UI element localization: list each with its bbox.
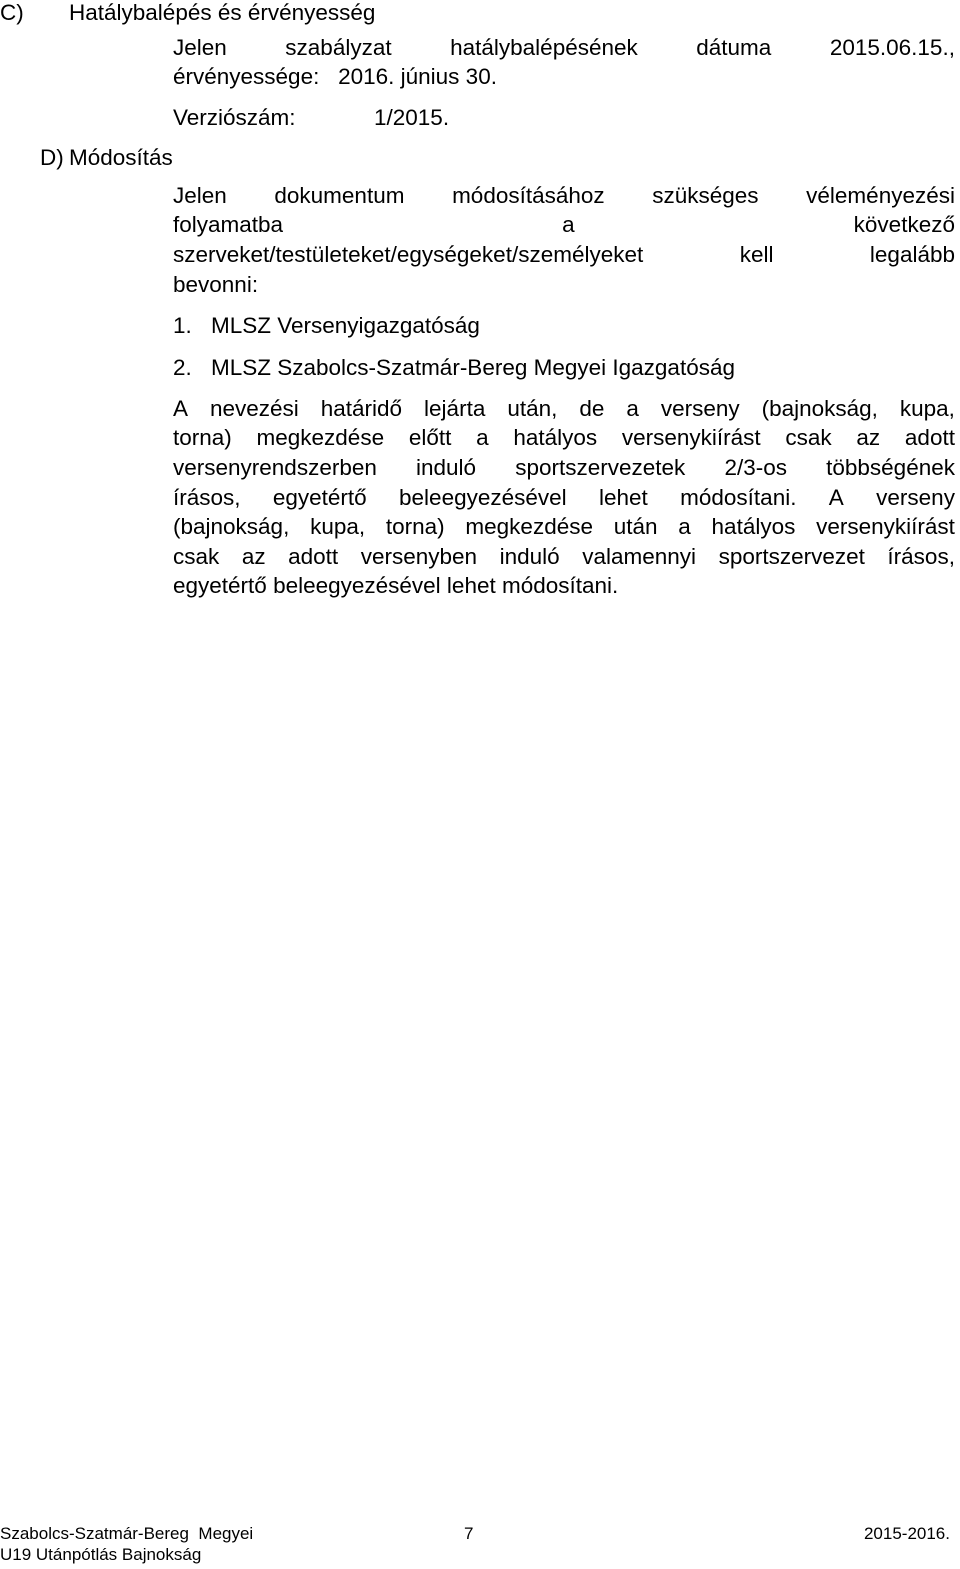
word: torna) — [173, 425, 232, 450]
word: szabályzat — [285, 35, 392, 60]
footer-page-number: 7 — [464, 1524, 474, 1543]
word: többségének — [826, 455, 955, 480]
word: kupa, — [310, 514, 366, 539]
word: adott — [904, 425, 955, 450]
word: (bajnokság, — [761, 396, 878, 421]
word: adott — [288, 544, 339, 569]
word: megkezdése — [256, 425, 385, 450]
word: 2/3-os — [724, 455, 787, 480]
word: a — [562, 212, 575, 237]
footer-competition: U19 Utánpótlás Bajnokság — [0, 1545, 202, 1564]
word: lejárta — [424, 396, 486, 421]
word: valamennyi — [582, 544, 697, 569]
word: A — [828, 485, 844, 510]
list-item-2-text: MLSZ Szabolcs-Szatmár-Bereg Megyei Igazgatóság — [211, 355, 735, 380]
word: az — [856, 425, 881, 450]
word: sportszervezetek — [515, 455, 686, 480]
paragraph-line-4 — [173, 485, 955, 511]
word: Jelen — [173, 35, 227, 60]
word: lehet — [599, 485, 648, 510]
word: legalább — [869, 242, 955, 267]
word: folyamatba — [173, 212, 284, 237]
word: megkezdése — [465, 514, 593, 539]
word: a — [678, 514, 691, 539]
word: határidő — [320, 396, 403, 421]
word: verseny — [660, 396, 740, 421]
word: a — [626, 396, 639, 421]
word: kupa, — [899, 396, 955, 421]
word: után, — [507, 396, 558, 421]
list-item-1-number: 1. — [173, 313, 192, 338]
version-value: 1/2015. — [374, 105, 450, 130]
word: szerveket/testületeket/egységeket/személyeket — [173, 242, 644, 267]
footer-org: Szabolcs-Szatmár-Bereg Megyei — [0, 1524, 254, 1543]
validity-line-1 — [173, 35, 955, 61]
word: Jelen — [173, 183, 227, 208]
intro-last-line: bevonni: — [173, 272, 259, 297]
word: de — [579, 396, 605, 421]
word: 2015.06.15., — [829, 35, 955, 60]
word: versenykiírást — [621, 425, 761, 450]
word: írásos, — [887, 544, 955, 569]
word: hatálybalépésének — [450, 35, 638, 60]
word: beleegyezésével — [399, 485, 567, 510]
intro-line-2 — [173, 212, 955, 238]
footer-season: 2015-2016. — [863, 1524, 950, 1543]
paragraph-line-1 — [173, 396, 955, 422]
intro-line-1 — [173, 183, 955, 209]
word: torna) — [385, 514, 445, 539]
section-c-title: Hatálybalépés és érvényesség — [69, 0, 376, 25]
word: induló — [416, 455, 477, 480]
word: dokumentum — [274, 183, 405, 208]
word: nevezési — [209, 396, 299, 421]
paragraph-line-3 — [173, 455, 955, 481]
word: a — [476, 425, 489, 450]
paragraph-line-6 — [173, 544, 955, 570]
word: sportszervezet — [718, 544, 865, 569]
word: versenyben — [360, 544, 478, 569]
validity-line-2: érvényessége: 2016. június 30. — [173, 64, 497, 89]
word: módosításához — [452, 183, 605, 208]
paragraph-line-5 — [173, 514, 955, 540]
word: egyetértő — [272, 485, 367, 510]
word: után — [613, 514, 658, 539]
section-d-title: Módosítás — [69, 145, 173, 170]
paragraph-last-line: egyetértő beleegyezésével lehet módosítani. — [173, 573, 619, 598]
word: kell — [739, 242, 774, 267]
word: véleményezési — [806, 183, 955, 208]
list-item-1-text: MLSZ Versenyigazgatóság — [211, 313, 480, 338]
word: dátuma — [696, 35, 772, 60]
word: csak — [173, 544, 220, 569]
word: módosítani. — [680, 485, 797, 510]
word: csak — [785, 425, 832, 450]
word: hatályos — [513, 425, 598, 450]
word: verseny — [876, 485, 955, 510]
word: írásos, — [173, 485, 241, 510]
intro-line-3 — [173, 242, 955, 268]
word: szükséges — [652, 183, 759, 208]
section-c-label: C) — [0, 0, 24, 25]
list-item-2-number: 2. — [173, 355, 192, 380]
paragraph-line-2 — [173, 425, 955, 451]
word: hatályos — [711, 514, 796, 539]
word: az — [241, 544, 266, 569]
word: következő — [853, 212, 955, 237]
word: versenykiírást — [816, 514, 955, 539]
word: induló — [499, 544, 560, 569]
word: A — [173, 396, 189, 421]
section-d-label: D) — [40, 145, 64, 170]
word: előtt — [408, 425, 452, 450]
word: versenyrendszerben — [173, 455, 377, 480]
version-label: Verziószám: — [173, 105, 296, 130]
word: (bajnokság, — [173, 514, 290, 539]
